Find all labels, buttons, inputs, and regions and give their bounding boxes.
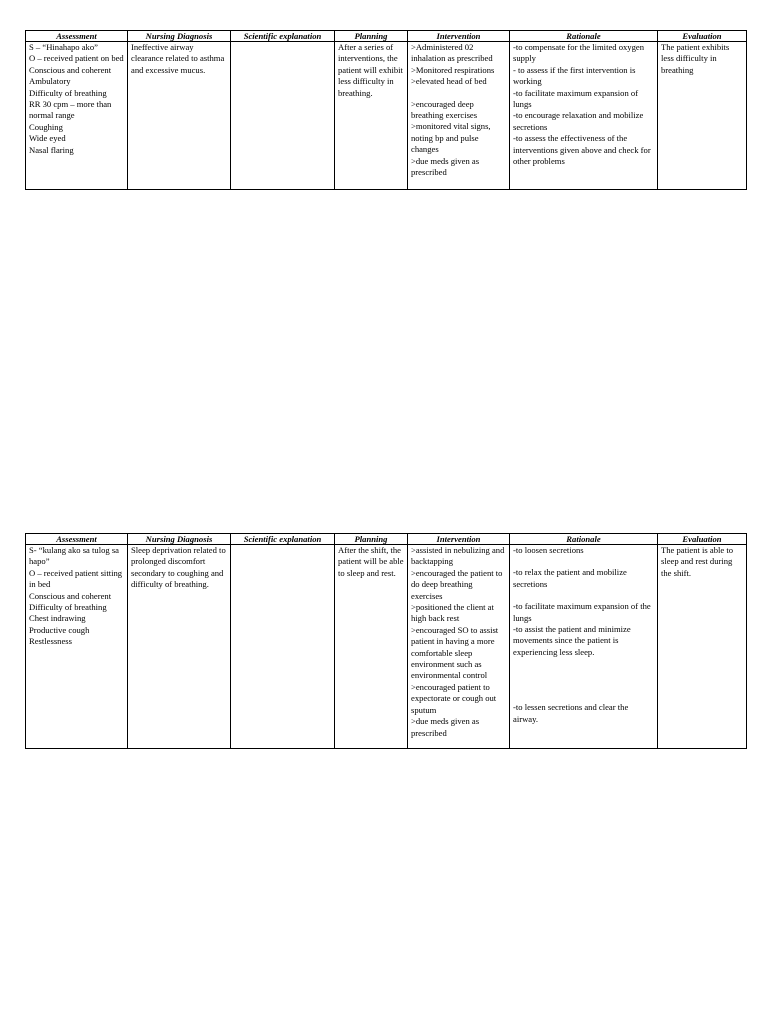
assessment-cell (26, 545, 128, 749)
assessment-line: O – received patient on bed (29, 53, 124, 64)
assessment-line: Ambulatory (29, 76, 71, 87)
blank-line (513, 556, 654, 567)
assessment-cell (26, 42, 128, 190)
header-planning: Planning (335, 31, 408, 42)
intervention-line: >due meds given as prescribed (411, 716, 480, 738)
assessment-line: Difficulty of breathing (29, 87, 107, 98)
intervention-line: >due meds given as prescribed (411, 155, 480, 178)
header-nursing-diagnosis: Nursing Diagnosis (128, 31, 231, 42)
scientific-explanation-cell (231, 545, 335, 749)
rationale-line: -to assess the effectiveness of the interventions given above and check for other problems (513, 133, 651, 167)
rationale-line: -to loosen secretions (513, 545, 584, 555)
care-plan-table-2 (25, 533, 747, 749)
assessment-line: O – received patient sitting in bed (29, 567, 123, 590)
blank-line (513, 658, 654, 669)
assessment-line: Conscious and coherent (29, 64, 112, 75)
intervention-line: >elevated head of bed (411, 76, 487, 87)
intervention-line: >Monitored respirations (411, 64, 495, 75)
header-evaluation: Evaluation (658, 31, 747, 42)
assessment-line: Productive cough (29, 624, 90, 635)
intervention-cell (408, 42, 510, 190)
rationale-cell (510, 545, 658, 749)
diagnosis-line: Sleep deprivation related to prolonged discomfort secondary to coughing and difficulty of breathing. (131, 545, 226, 590)
table-row (26, 545, 747, 749)
evaluation-cell (658, 42, 747, 190)
rationale-line: -to encourage relaxation and mobilize secretions (513, 110, 644, 132)
planning-line: After a series of interventions, the patient will exhibit less difficulty in breathing. (338, 42, 403, 98)
intervention-line: >monitored vital signs, noting bp and pulse changes (411, 121, 491, 155)
assessment-line: Wide eyed (29, 133, 66, 144)
rationale-line: -to facilitate maximum expansion of the lungs (513, 601, 651, 623)
header-scientific-explanation: Scientific explanation (231, 31, 335, 42)
diagnosis-line: Ineffective airway clearance related to asthma and excessive mucus. (131, 42, 225, 75)
intervention-line: >encouraged SO to assist patient in having a more comfortable sleep environment such as environmental control (411, 624, 499, 681)
assessment-line: Nasal flaring (29, 144, 74, 155)
scientific-explanation-cell (231, 42, 335, 190)
assessment-line: Chest indrawing (29, 613, 86, 624)
header-rationale: Rationale (510, 31, 658, 42)
rationale-line: - to assess if the first intervention is working (513, 64, 636, 87)
assessment-line: S- “kulang ako sa tulog sa hapo” (29, 545, 119, 567)
intervention-line: >encouraged deep breathing exercises (411, 98, 478, 121)
header-nursing-diagnosis: Nursing Diagnosis (128, 534, 231, 545)
assessment-line: Difficulty of breathing (29, 602, 107, 613)
header-scientific-explanation: Scientific explanation (231, 534, 335, 545)
header-intervention: Intervention (408, 31, 510, 42)
header-row (26, 534, 747, 545)
assessment-line: Restlessness (29, 636, 72, 647)
header-intervention: Intervention (408, 534, 510, 545)
rationale-line: -to lessen secretions and clear the airway. (513, 702, 629, 724)
intervention-line: >assisted in nebulizing and backtapping (411, 545, 505, 567)
header-assessment: Assessment (26, 534, 128, 545)
header-row (26, 31, 747, 42)
blank-line (513, 680, 654, 691)
header-planning: Planning (335, 534, 408, 545)
header-evaluation: Evaluation (658, 534, 747, 545)
header-rationale: Rationale (510, 534, 658, 545)
header-assessment: Assessment (26, 31, 128, 42)
intervention-line: >encouraged the patient to do deep breathing exercises (411, 567, 503, 601)
assessment-line: Coughing (29, 121, 63, 132)
intervention-line: >Administered 02 inhalation as prescribed (411, 42, 493, 64)
evaluation-cell (658, 545, 747, 749)
nursing-diagnosis-cell (128, 42, 231, 190)
rationale-line: -to facilitate maximum expansion of lungs (513, 87, 639, 110)
rationale-line: -to relax the patient and mobilize secretions (513, 567, 627, 589)
assessment-line: S – “Hinahapo ako” (29, 42, 98, 52)
rationale-cell (510, 42, 658, 190)
blank-line (411, 88, 506, 99)
evaluation-line: The patient exhibits less difficulty in breathing (661, 42, 730, 75)
blank-line (513, 669, 654, 680)
intervention-line: >positioned the client at high back rest (411, 602, 494, 624)
rationale-line: -to assist the patient and minimize movements since the patient is experiencing less sleep. (513, 624, 631, 657)
blank-line (513, 691, 654, 702)
planning-line: After the shift, the patient will be able to sleep and rest. (338, 545, 404, 578)
planning-cell (335, 42, 408, 190)
intervention-cell (408, 545, 510, 749)
planning-cell (335, 545, 408, 749)
care-plan-table-1 (25, 30, 747, 190)
blank-line (513, 590, 654, 601)
table-row (26, 42, 747, 190)
intervention-line: >encouraged patient to expectorate or cough out sputum (411, 681, 497, 715)
assessment-line: RR 30 cpm – more than normal range (29, 99, 112, 121)
nursing-diagnosis-cell (128, 545, 231, 749)
assessment-line: Conscious and coherent (29, 590, 112, 601)
evaluation-line: The patient is able to sleep and rest during the shift. (661, 545, 734, 578)
rationale-line: -to compensate for the limited oxygen supply (513, 42, 645, 64)
